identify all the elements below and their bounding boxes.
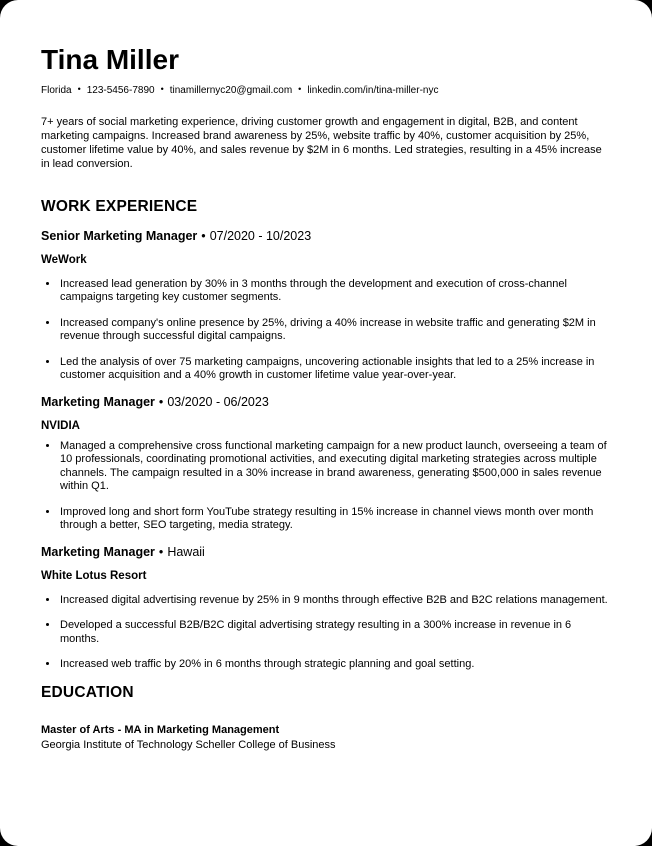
job-bullet: • Increased company's online presence by 25%, driving a 40% increase in website traffic and generating $2M in revenue through successful digital campaigns.	[59, 317, 611, 344]
job-bullet: • Improved long and short form YouTube strategy resulting in 15% increase in channel views month over month through a better, SEO targeting, media strategy.	[59, 506, 611, 533]
section-title-education: EDUCATION	[41, 683, 134, 701]
professional-summary: 7+ years of social marketing experience, driving customer growth and engagement in digital, B2B, and content marketing campaigns. Increased brand awareness by 25%, website traffic by 40%, customer acquisition by 25%, customer lifetime value by 40%, and sales revenue by $2M in 6 months. Led strategies, resulting in a 45% increase in lead conversion.	[41, 116, 602, 170]
contact-separator: •	[77, 84, 81, 95]
job-entry-white-lotus	[41, 545, 611, 672]
section-title-work-experience: WORK EXPERIENCE	[41, 197, 198, 215]
job-bullet: • Increased digital advertising revenue by 25% in 9 months through effective B2B and B2C relations management.	[59, 594, 611, 608]
job-bullet-list	[41, 594, 611, 672]
job-bullet: • Developed a successful B2B/B2C digital advertising strategy resulting in a 300% increase in revenue in 6 months.	[59, 619, 611, 646]
education-entry	[41, 723, 611, 755]
job-location: Hawaii	[167, 544, 205, 559]
title-meta-separator: •	[158, 394, 164, 409]
job-entry-wework	[41, 229, 611, 383]
company-name: White Lotus Resort	[41, 569, 147, 582]
company-name: WeWork	[41, 253, 87, 266]
education-section	[41, 684, 611, 755]
contact-separator: •	[160, 84, 164, 95]
contact-location: Florida	[41, 85, 72, 97]
job-title-line	[41, 229, 611, 243]
contact-separator: •	[298, 84, 302, 95]
degree: Master of Arts - MA in Marketing Management	[41, 723, 280, 736]
job-title-line	[41, 395, 611, 409]
job-entry-nvidia	[41, 395, 611, 533]
job-bullet: • Increased lead generation by 30% in 3 months through the development and execution of cross-channel campaigns targeting key customer segments.	[59, 278, 611, 305]
job-title: Senior Marketing Manager	[41, 228, 198, 243]
title-meta-separator: •	[201, 228, 206, 243]
title-meta-separator: •	[158, 544, 164, 559]
job-title: Marketing Manager	[41, 394, 155, 409]
job-dates: 03/2020 - 06/2023	[167, 394, 269, 409]
company-name: NVIDIA	[41, 419, 80, 432]
job-bullet: • Managed a comprehensive cross functional marketing campaign for a new product launch, overseeing a team of 10 professionals, coordinating promotional activities, and executing digital marketing strategies across multiple channels. The campaign resulted in a 30% increase in brand awareness, generating $500,000 in sales revenue within Q1.	[59, 440, 611, 494]
job-bullet-list	[41, 278, 611, 383]
contact-phone: 123-5456-7890	[86, 85, 155, 97]
contact-line	[41, 84, 611, 97]
candidate-name: Tina Miller	[41, 44, 179, 75]
job-title: Marketing Manager	[41, 544, 155, 559]
job-title-line	[41, 545, 611, 559]
job-dates: 07/2020 - 10/2023	[209, 228, 312, 243]
job-bullet: • Increased web traffic by 20% in 6 months through strategic planning and goal setting.	[59, 658, 611, 672]
contact-linkedin: linkedin.com/in/tina-miller-nyc	[307, 85, 439, 97]
job-bullet-list	[41, 440, 611, 533]
contact-email: tinamillernyc20@gmail.com	[169, 85, 293, 97]
school: Georgia Institute of Technology Scheller College of Business	[41, 739, 336, 752]
job-bullet: • Led the analysis of over 75 marketing campaigns, uncovering actionable insights that led to a 25% increase in customer acquisition and a 40% growth in customer lifetime value year-over-year.	[59, 356, 611, 383]
